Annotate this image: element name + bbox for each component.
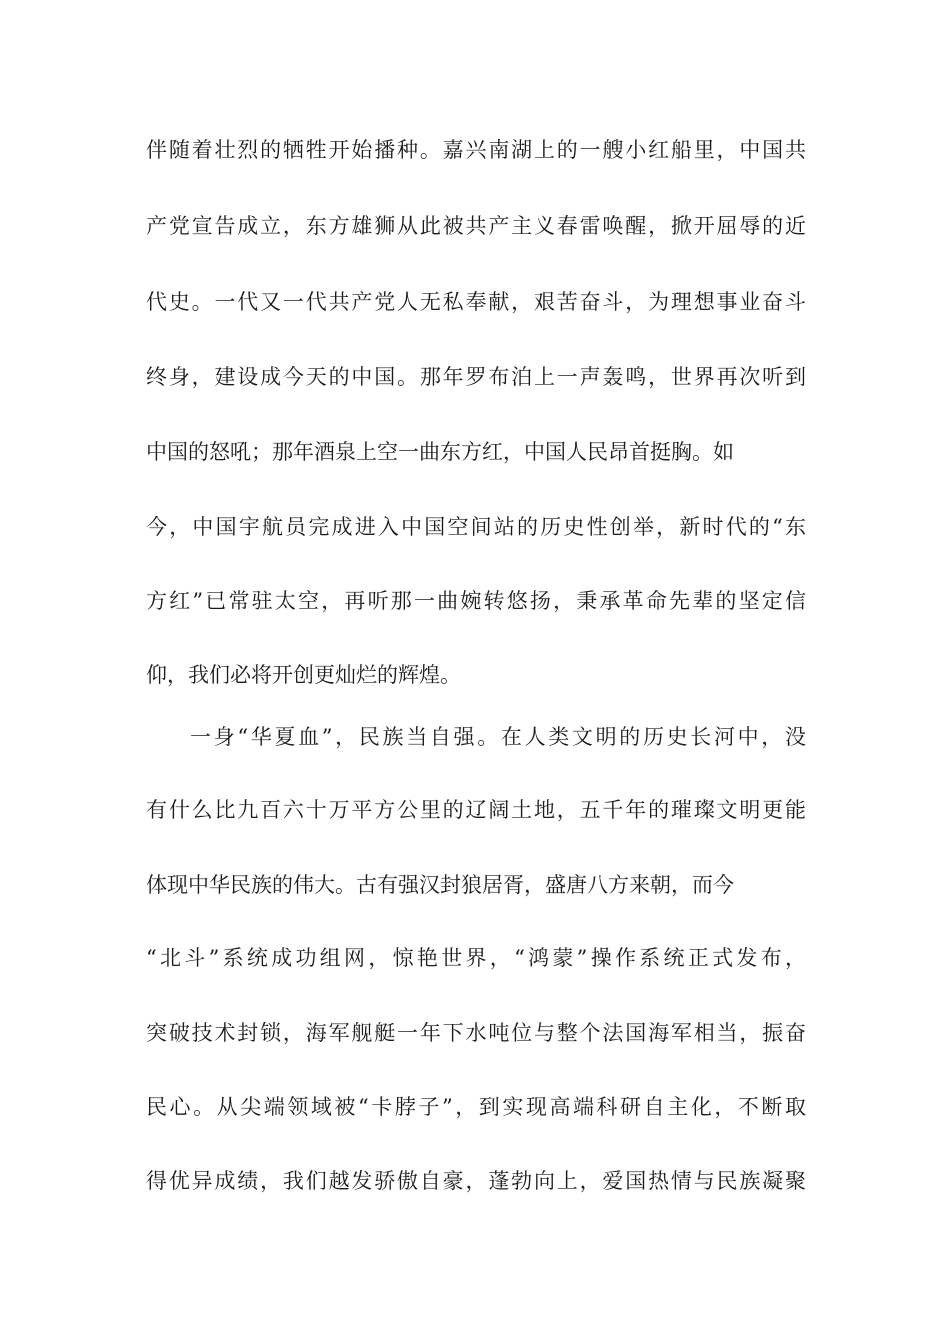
paragraph-line: 中国的怒吼；那年酒泉上空一曲东方红，中国人民昂首挺胸。如: [146, 440, 734, 464]
paragraph-line: “北斗”系统成功组网，惊艳世界，“鸿蒙”操作系统正式发布，: [146, 946, 806, 970]
paragraph-first-line: 一身“华夏血”，民族当自强。在人类文明的历史长河中，没: [190, 725, 806, 749]
paragraph-line: 产党宣告成立，东方雄狮从此被共产主义春雷唤醒，掀开屈辱的近: [146, 214, 806, 238]
paragraph-line: 民心。从尖端领域被“卡脖子”，到实现高端科研自主化，不断取: [146, 1095, 806, 1119]
paragraph-line: 今，中国宇航员完成进入中国空间站的历史性创举，新时代的“东: [146, 515, 806, 539]
paragraph-line: 方红”已常驻太空，再听那一曲婉转悠扬，秉承革命先辈的坚定信: [146, 589, 806, 613]
paragraph-line: 伴随着壮烈的牺牲开始播种。嘉兴南湖上的一艘小红船里，中国共: [146, 138, 806, 162]
paragraph-line: 体现中华民族的伟大。古有强汉封狼居胥，盛唐八方来朝，而今: [146, 873, 734, 897]
paragraph-end-line: 仰，我们必将开创更灿烂的辉煌。: [146, 663, 461, 687]
paragraph-line: 得优异成绩，我们越发骄傲自豪，蓬勃向上，爱国热情与民族凝聚: [146, 1169, 806, 1193]
paragraph-line: 代史。一代又一代共产党人无私奉献，艰苦奋斗，为理想事业奋斗: [146, 290, 806, 314]
paragraph-line: 有什么比九百六十万平方公里的辽阔土地，五千年的璀璨文明更能: [146, 798, 806, 822]
paragraph-line: 终身，建设成今天的中国。那年罗布泊上一声轰鸣，世界再次听到: [146, 365, 806, 389]
paragraph-line: 突破技术封锁，海军舰艇一年下水吨位与整个法国海军相当，振奋: [146, 1021, 806, 1045]
